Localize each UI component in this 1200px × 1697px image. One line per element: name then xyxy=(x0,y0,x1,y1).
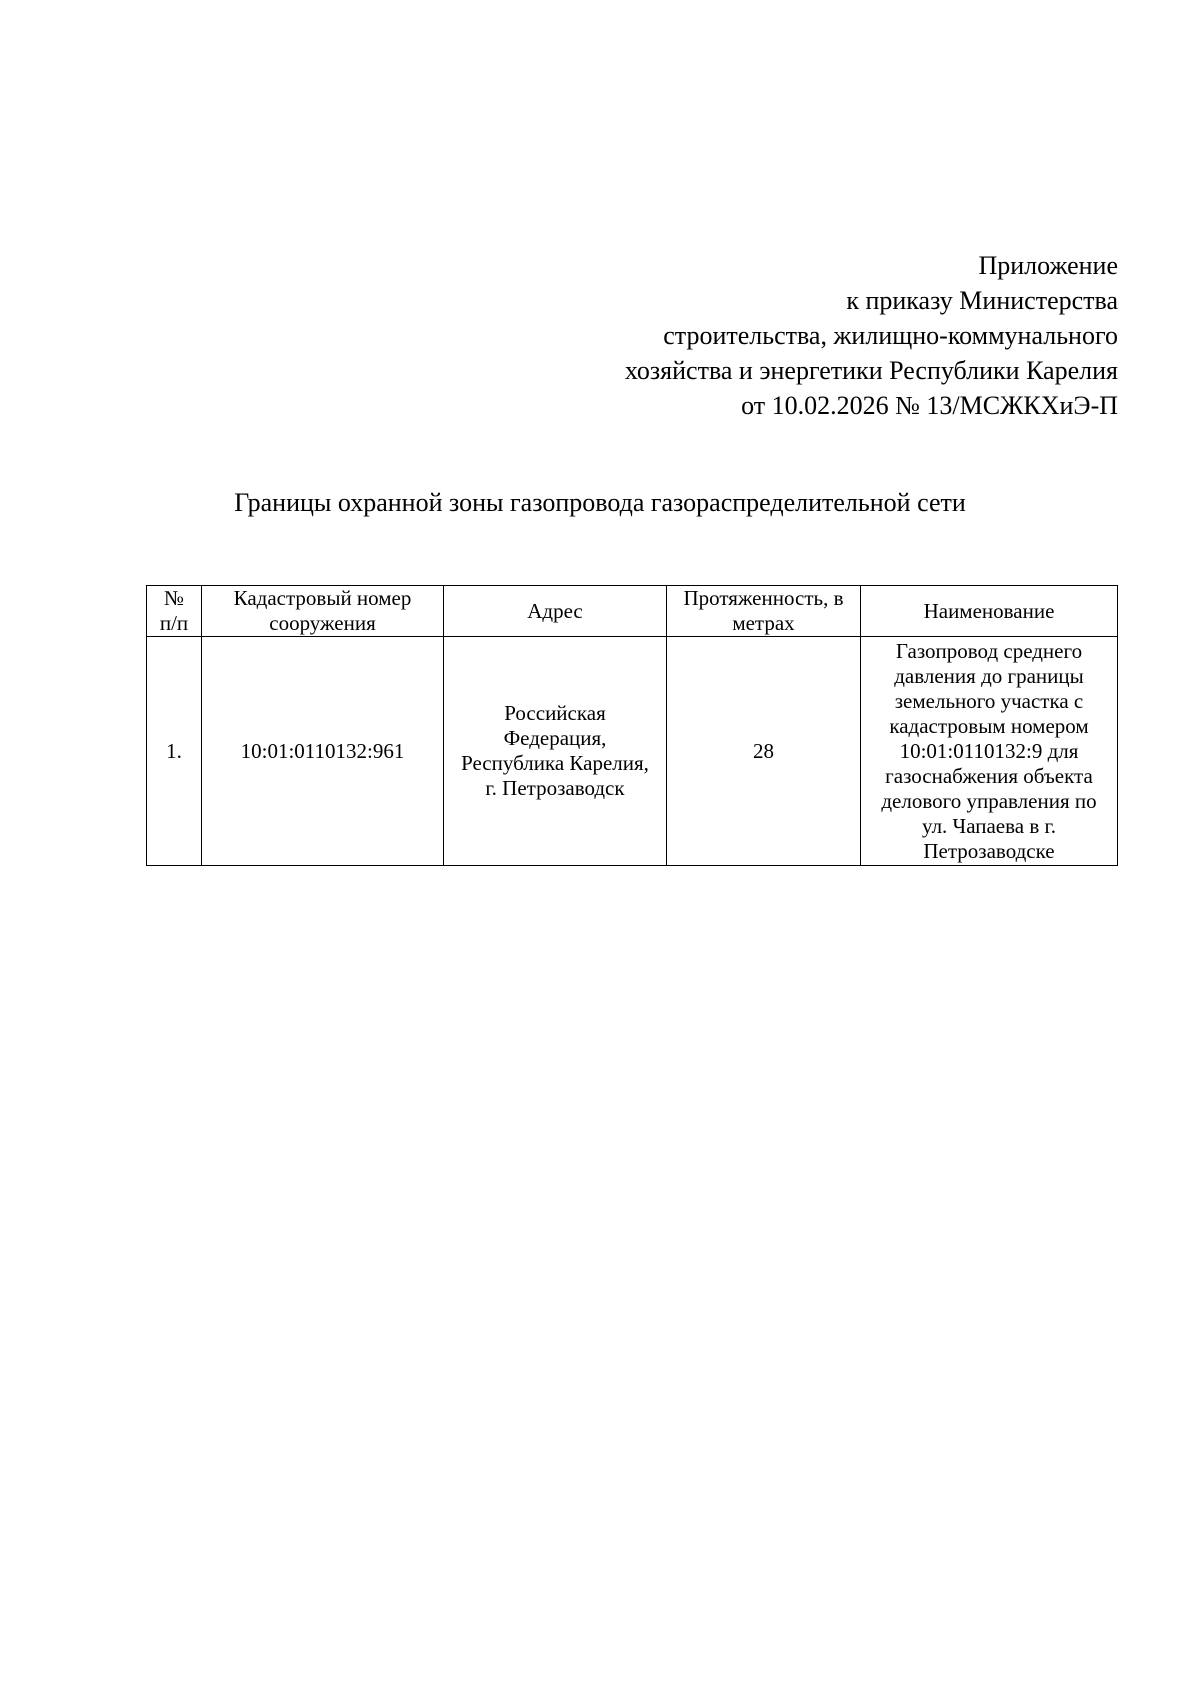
appendix-line: хозяйства и энергетики Республики Карелия xyxy=(624,356,1118,385)
cell-num: 1. xyxy=(147,637,202,866)
name-line: кадастровым номером xyxy=(889,713,1089,738)
appendix-block xyxy=(478,248,1118,423)
table-header-row xyxy=(147,586,1118,637)
header-length xyxy=(667,586,861,637)
header-length-line: Протяженность, в xyxy=(683,586,844,610)
header-cadastral-line: Кадастровый номер xyxy=(233,586,412,610)
header-cadastral xyxy=(202,586,444,637)
protection-zone-table xyxy=(146,585,1118,866)
cell-cadastral: 10:01:0110132:961 xyxy=(202,637,444,866)
appendix-line: строительства, жилищно-коммунального xyxy=(663,321,1118,350)
header-name: Наименование xyxy=(861,586,1118,637)
name-line: 10:01:0110132:9 для xyxy=(899,738,1079,763)
header-address: Адрес xyxy=(444,586,667,637)
name-line: делового управления по xyxy=(881,788,1097,813)
address-line: Российская xyxy=(504,701,606,725)
address-line: Федерация, xyxy=(503,726,607,750)
table-row xyxy=(147,637,1118,866)
document-title: Границы охранной зоны газопровода газораспределительной сети xyxy=(234,488,966,517)
address-line: г. Петрозаводск xyxy=(485,776,625,800)
appendix-line: Приложение xyxy=(978,251,1118,280)
header-num-line: п/п xyxy=(159,611,189,635)
header-num xyxy=(147,586,202,637)
cell-length: 28 xyxy=(667,637,861,866)
name-line: ул. Чапаева в г. xyxy=(922,813,1056,838)
appendix-line: к приказу Министерства xyxy=(846,286,1118,315)
cell-name xyxy=(861,637,1118,866)
header-num-line: № xyxy=(163,586,185,610)
address-line: Республика Карелия, xyxy=(461,751,649,775)
name-line: Газопровод среднего xyxy=(895,638,1083,663)
cell-address xyxy=(444,637,667,866)
name-line: Петрозаводске xyxy=(923,838,1055,863)
header-cadastral-line: сооружения xyxy=(269,611,376,635)
header-length-line: метрах xyxy=(732,611,795,635)
name-line: земельного участка с xyxy=(894,688,1084,713)
appendix-line: от 10.02.2026 № 13/МСЖКХиЭ-П xyxy=(741,391,1118,420)
name-line: газоснабжения объекта xyxy=(885,763,1093,788)
name-line: давления до границы xyxy=(894,663,1084,688)
